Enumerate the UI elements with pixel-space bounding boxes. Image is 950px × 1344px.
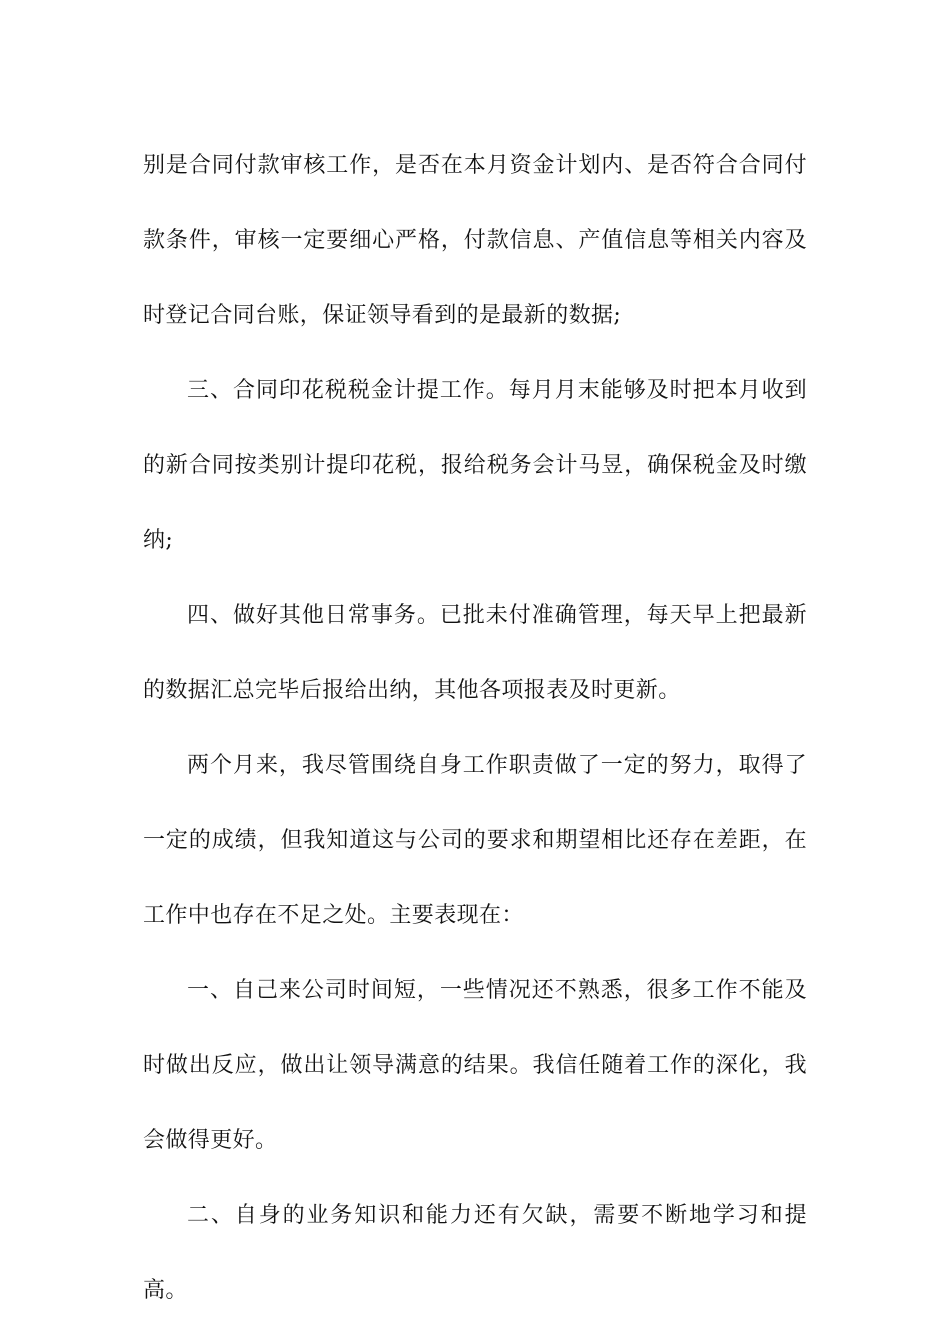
paragraph-contract-payment-review: 别是合同付款审核工作，是否在本月资金计划内、是否符合合同付款条件，审核一定要细心严格，付款信息、产值信息等相关内容及时登记合同台账，保证领导看到的是最新的数据; [143,153,807,328]
paragraph-stamp-tax: 三、合同印花税税金计提工作。每月月末能够及时把本月收到的新合同按类别计提印花税，报给税务会计马昱，确保税金及时缴纳; [143,378,807,553]
paragraph-daily-affairs: 四、做好其他日常事务。已批未付准确管理，每天早上把最新的数据汇总完毕后报给出纳，其他各项报表及时更新。 [143,603,807,703]
paragraph-shortcoming-two: 二、自身的业务知识和能力还有欠缺，需要不断地学习和提高。 [143,1203,807,1303]
paragraph-shortcoming-one: 一、自己来公司时间短，一些情况还不熟悉，很多工作不能及时做出反应，做出让领导满意的结果。我信任随着工作的深化，我会做得更好。 [143,978,807,1153]
paragraph-two-months-summary: 两个月来，我尽管围绕自身工作职责做了一定的努力，取得了一定的成绩，但我知道这与公司的要求和期望相比还存在差距，在工作中也存在不足之处。主要表现在： [143,753,807,928]
document-body [143,128,807,1328]
